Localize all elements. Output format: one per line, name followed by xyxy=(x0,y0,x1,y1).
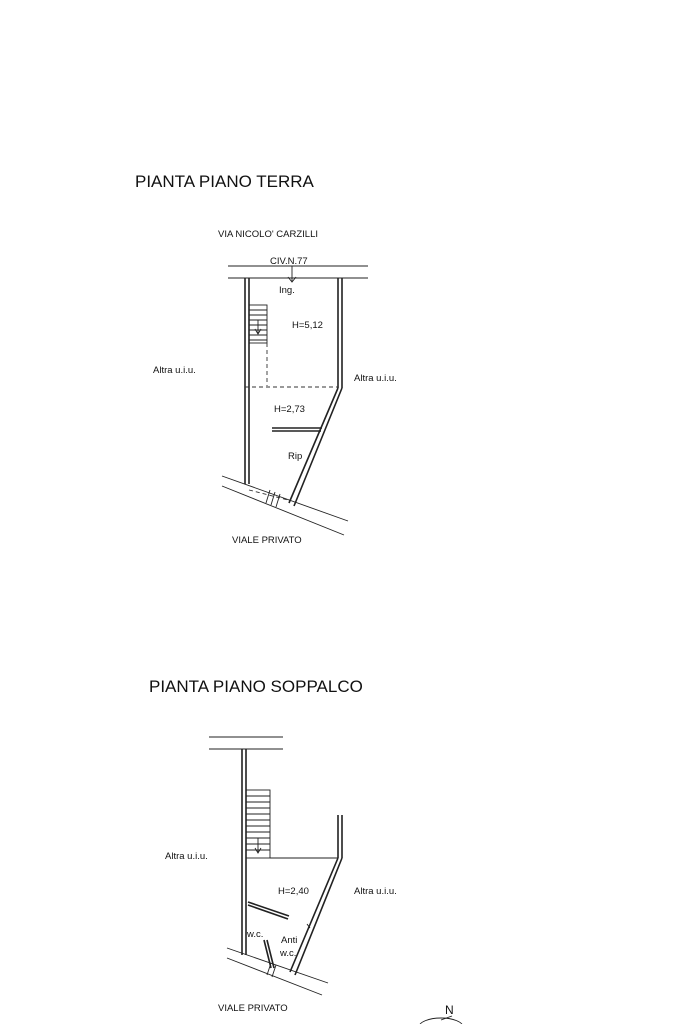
private-road xyxy=(222,476,348,535)
mezzanine-plan xyxy=(149,677,397,1014)
neighbor-right-label: Altra u.i.u. xyxy=(354,373,397,384)
height-front-label: H=5,12 xyxy=(292,320,323,331)
staircase-icon xyxy=(249,305,267,343)
neighbor-left-label: Altra u.i.u. xyxy=(153,365,196,376)
storage-partition xyxy=(272,428,322,431)
neighbor-right-label: Altra u.i.u. xyxy=(354,886,397,897)
mezzanine-outline-dashed xyxy=(245,343,338,387)
wc-label: w.c. xyxy=(247,929,264,940)
anti-wc-label-line2: w.c. xyxy=(280,948,297,959)
entrance-arrow-icon xyxy=(288,266,296,282)
height-rear-label: H=2,73 xyxy=(274,404,305,415)
anti-wc-label-line1: Anti xyxy=(281,935,298,946)
staircase-icon xyxy=(246,790,270,858)
street-name-bottom: VIALE PRIVATO xyxy=(218,1003,288,1014)
mezzanine-title: PIANTA PIANO SOPPALCO xyxy=(149,677,363,696)
storage-label: Rip xyxy=(288,451,303,462)
north-label: N xyxy=(445,1003,454,1017)
perimeter-walls xyxy=(245,278,342,506)
street-frontage xyxy=(228,266,368,278)
height-label: H=2,40 xyxy=(278,886,309,897)
street-name-top: VIA NICOLO' CARZILLI xyxy=(218,229,319,240)
street-name-bottom: VIALE PRIVATO xyxy=(232,535,302,546)
neighbor-left-label: Altra u.i.u. xyxy=(165,851,208,862)
civic-number-label: CIV.N.77 xyxy=(270,256,308,267)
ground-floor-title: PIANTA PIANO TERRA xyxy=(135,172,314,191)
entrance-label: Ing. xyxy=(279,285,295,296)
ground-floor-plan xyxy=(135,172,397,546)
north-arrow-icon xyxy=(419,1003,463,1024)
private-road xyxy=(227,948,328,995)
street-frontage xyxy=(209,737,283,749)
